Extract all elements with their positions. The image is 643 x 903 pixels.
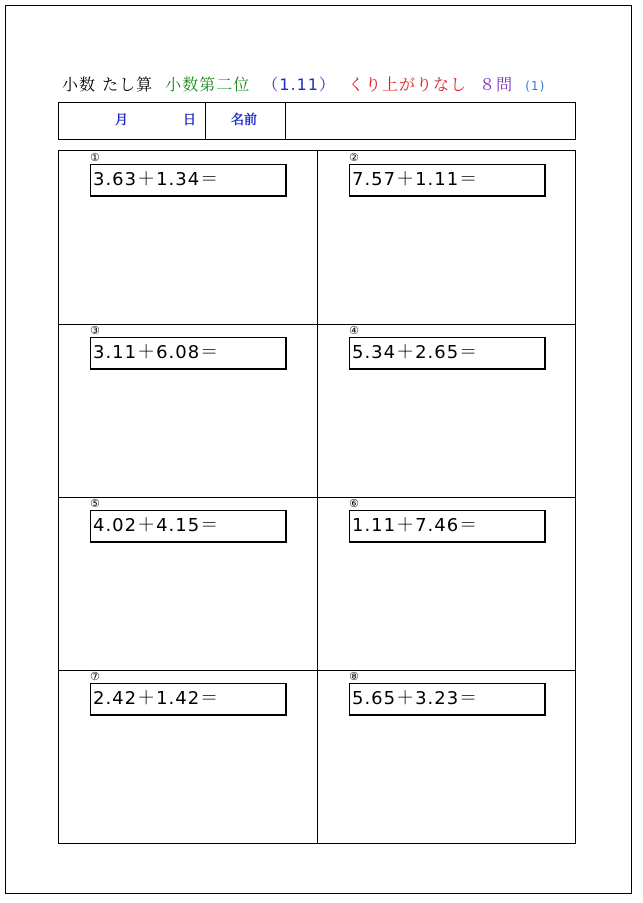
name-field[interactable] bbox=[287, 103, 575, 139]
problem-cell bbox=[318, 151, 575, 324]
day-label: 日 bbox=[183, 113, 197, 128]
title-topic: 小数 たし算 bbox=[62, 75, 154, 94]
title-count: ８問 bbox=[479, 75, 514, 94]
problem-number: ② bbox=[349, 151, 359, 164]
problem-expression: 5.65＋3.23＝ bbox=[349, 683, 546, 716]
problem-number: ③ bbox=[90, 324, 100, 337]
problem-cell bbox=[59, 324, 317, 497]
divider bbox=[205, 103, 206, 139]
title-example: （1.11） bbox=[262, 75, 336, 94]
divider bbox=[285, 103, 286, 139]
problem-cell bbox=[59, 670, 317, 843]
problem-grid bbox=[58, 150, 576, 844]
problem-expression: 3.11＋6.08＝ bbox=[90, 337, 287, 370]
title-level: 小数第二位 bbox=[165, 75, 251, 94]
title-sheet-number: (1) bbox=[525, 79, 546, 93]
name-label: 名前 bbox=[231, 113, 258, 128]
problem-cell bbox=[318, 324, 575, 497]
problem-expression: 2.42＋1.42＝ bbox=[90, 683, 287, 716]
problem-expression: 5.34＋2.65＝ bbox=[349, 337, 546, 370]
problem-expression: 3.63＋1.34＝ bbox=[90, 164, 287, 197]
problem-cell bbox=[318, 670, 575, 843]
title-condition: くり上がりなし bbox=[348, 75, 468, 94]
worksheet-title bbox=[62, 72, 551, 96]
problem-expression: 4.02＋4.15＝ bbox=[90, 510, 287, 543]
problem-cell bbox=[318, 497, 575, 670]
problem-number: ⑥ bbox=[349, 497, 359, 510]
problem-expression: 1.11＋7.46＝ bbox=[349, 510, 546, 543]
problem-number: ⑤ bbox=[90, 497, 100, 510]
problem-cell bbox=[59, 497, 317, 670]
problem-number: ④ bbox=[349, 324, 359, 337]
problem-number: ⑦ bbox=[90, 670, 100, 683]
date-name-bar bbox=[58, 102, 576, 140]
problem-cell bbox=[59, 151, 317, 324]
problem-expression: 7.57＋1.11＝ bbox=[349, 164, 546, 197]
problem-number: ⑧ bbox=[349, 670, 359, 683]
month-label: 月 bbox=[115, 113, 129, 128]
problem-number: ① bbox=[90, 151, 100, 164]
